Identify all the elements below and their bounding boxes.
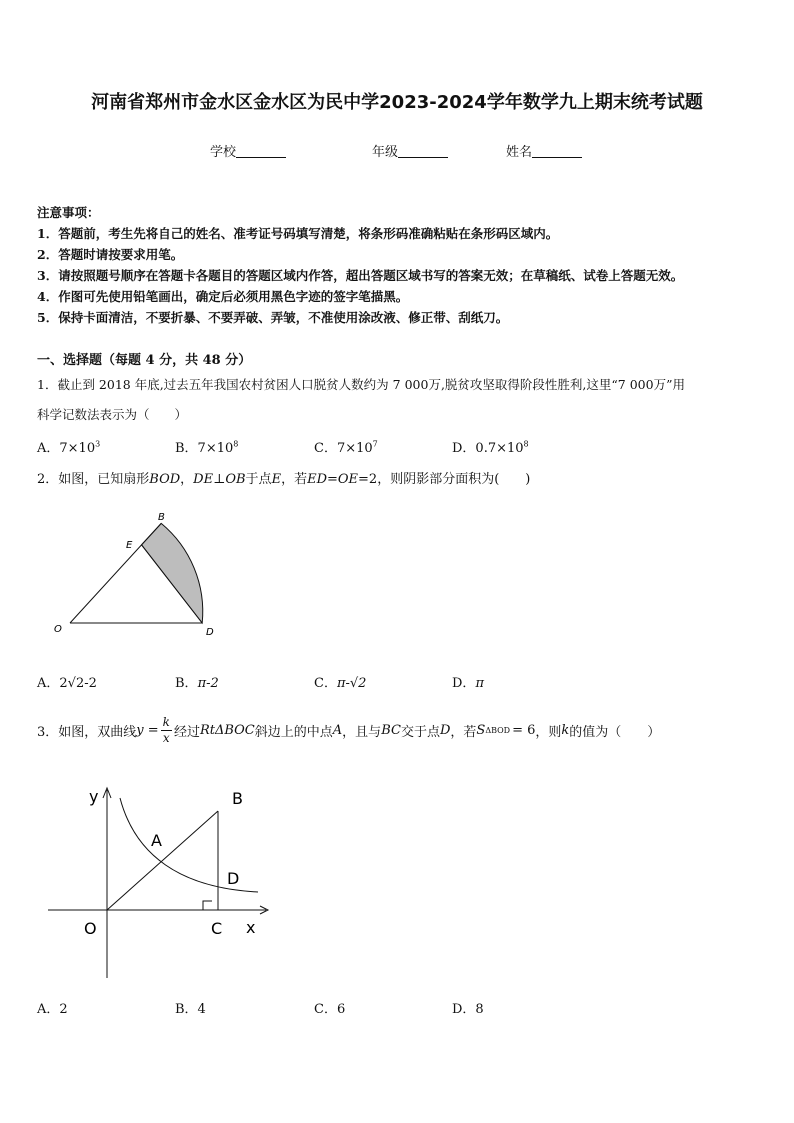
q2-sector-figure [40,505,240,645]
point-e-label: E [126,540,133,551]
fraction-k-over-x: $\frac{k}{x}$ [162,714,170,745]
exam-title: 河南省郑州市金水区金水区为民中学2023-2024学年数学九上期末统考试题 [91,92,703,113]
section-heading: 一、选择题（每题 4 分，共 48 分） [37,353,252,368]
grade-label: 年级 [372,145,399,160]
q3-option-c[interactable]: C．6 [314,1002,346,1017]
q1-stem-line1: 1．截止到 2018 年底,过去五年我国农村贫困人口脱贫人数约为 7 000万,脱贫攻坚取得阶段性胜利,这里“7 000万”用 [37,377,685,392]
note-item: 1．答题前，考生先将自己的姓名、准考证号码填写清楚，将条形码准确粘贴在条形码区域内。 [37,226,559,241]
segment-ob [70,523,161,623]
point-d-label: D [227,869,240,888]
note-item: 2．答题时请按要求用笔。 [37,247,184,262]
point-d-label: D [206,627,214,638]
note-item: 3．请按照题号顺序在答题卡各题目的答题区域内作答，超出答题区域书写的答案无效；在草稿纸、试卷上答题无效。 [37,268,684,283]
q3-hyperbola-figure [40,780,280,985]
q2-option-b[interactable]: B．π-2 [175,676,219,691]
q3-option-a[interactable]: A．2 [37,1002,68,1017]
grade-field [372,141,448,160]
point-c-label: C [211,919,223,938]
shaded-region [142,523,203,623]
note-item: 5．保持卡面清洁，不要折暴、不要弄破、弄皱，不准使用涂改液、修正带、刮纸刀。 [37,310,509,325]
name-blank[interactable] [532,145,582,158]
q3-option-d[interactable]: D．8 [452,1002,484,1017]
q1-option-d[interactable]: D．$0.7\times 10^8$ [452,439,529,456]
q1-option-a[interactable]: A．$7\times 10^3$ [37,439,101,456]
point-b-label: B [158,512,165,523]
q2-option-c[interactable]: C．π-√2 [314,676,367,691]
right-angle-mark [203,901,212,910]
name-field [506,141,582,160]
segment-ob [107,811,218,910]
x-axis-label: x [246,918,256,937]
q3-stem: 3．如图，双曲线 y = $\frac{k}{x}$ 经过 RtΔBOC 斜边上的中点 A ，且与 BC 交于点 D ，若 S ΔBOD = 6 ，则 k 的值为（ ） [37,714,661,745]
q3-option-b[interactable]: B．4 [175,1002,206,1017]
grade-blank[interactable] [398,145,448,158]
note-item: 4．作图可先使用铅笔画出，确定后必须用黑色字迹的签字笔描黑。 [37,289,409,304]
origin-label: O [84,919,97,938]
point-a-label: A [151,831,162,850]
q2-option-a[interactable]: A．2√2-2 [37,676,97,691]
school-label: 学校 [210,145,237,160]
school-blank[interactable] [236,145,286,158]
school-field [210,141,286,160]
name-label: 姓名 [506,145,533,160]
y-axis-label: y [89,787,99,806]
notes-heading: 注意事项： [37,205,100,220]
q1-stem-line2: 科学记数法表示为（ ） [37,407,188,422]
point-b-label: B [232,789,243,808]
q1-option-b[interactable]: B．$7\times 10^8$ [175,439,239,456]
point-o-label: O [54,624,62,635]
q2-option-d[interactable]: D．π [452,676,484,691]
q2-stem: 2．如图，已知扇形BOD，DE⊥OB于点E，若ED=OE=2，则阴影部分面积为( ) [37,472,531,487]
q1-option-c[interactable]: C．$7\times 10^7$ [314,439,378,456]
